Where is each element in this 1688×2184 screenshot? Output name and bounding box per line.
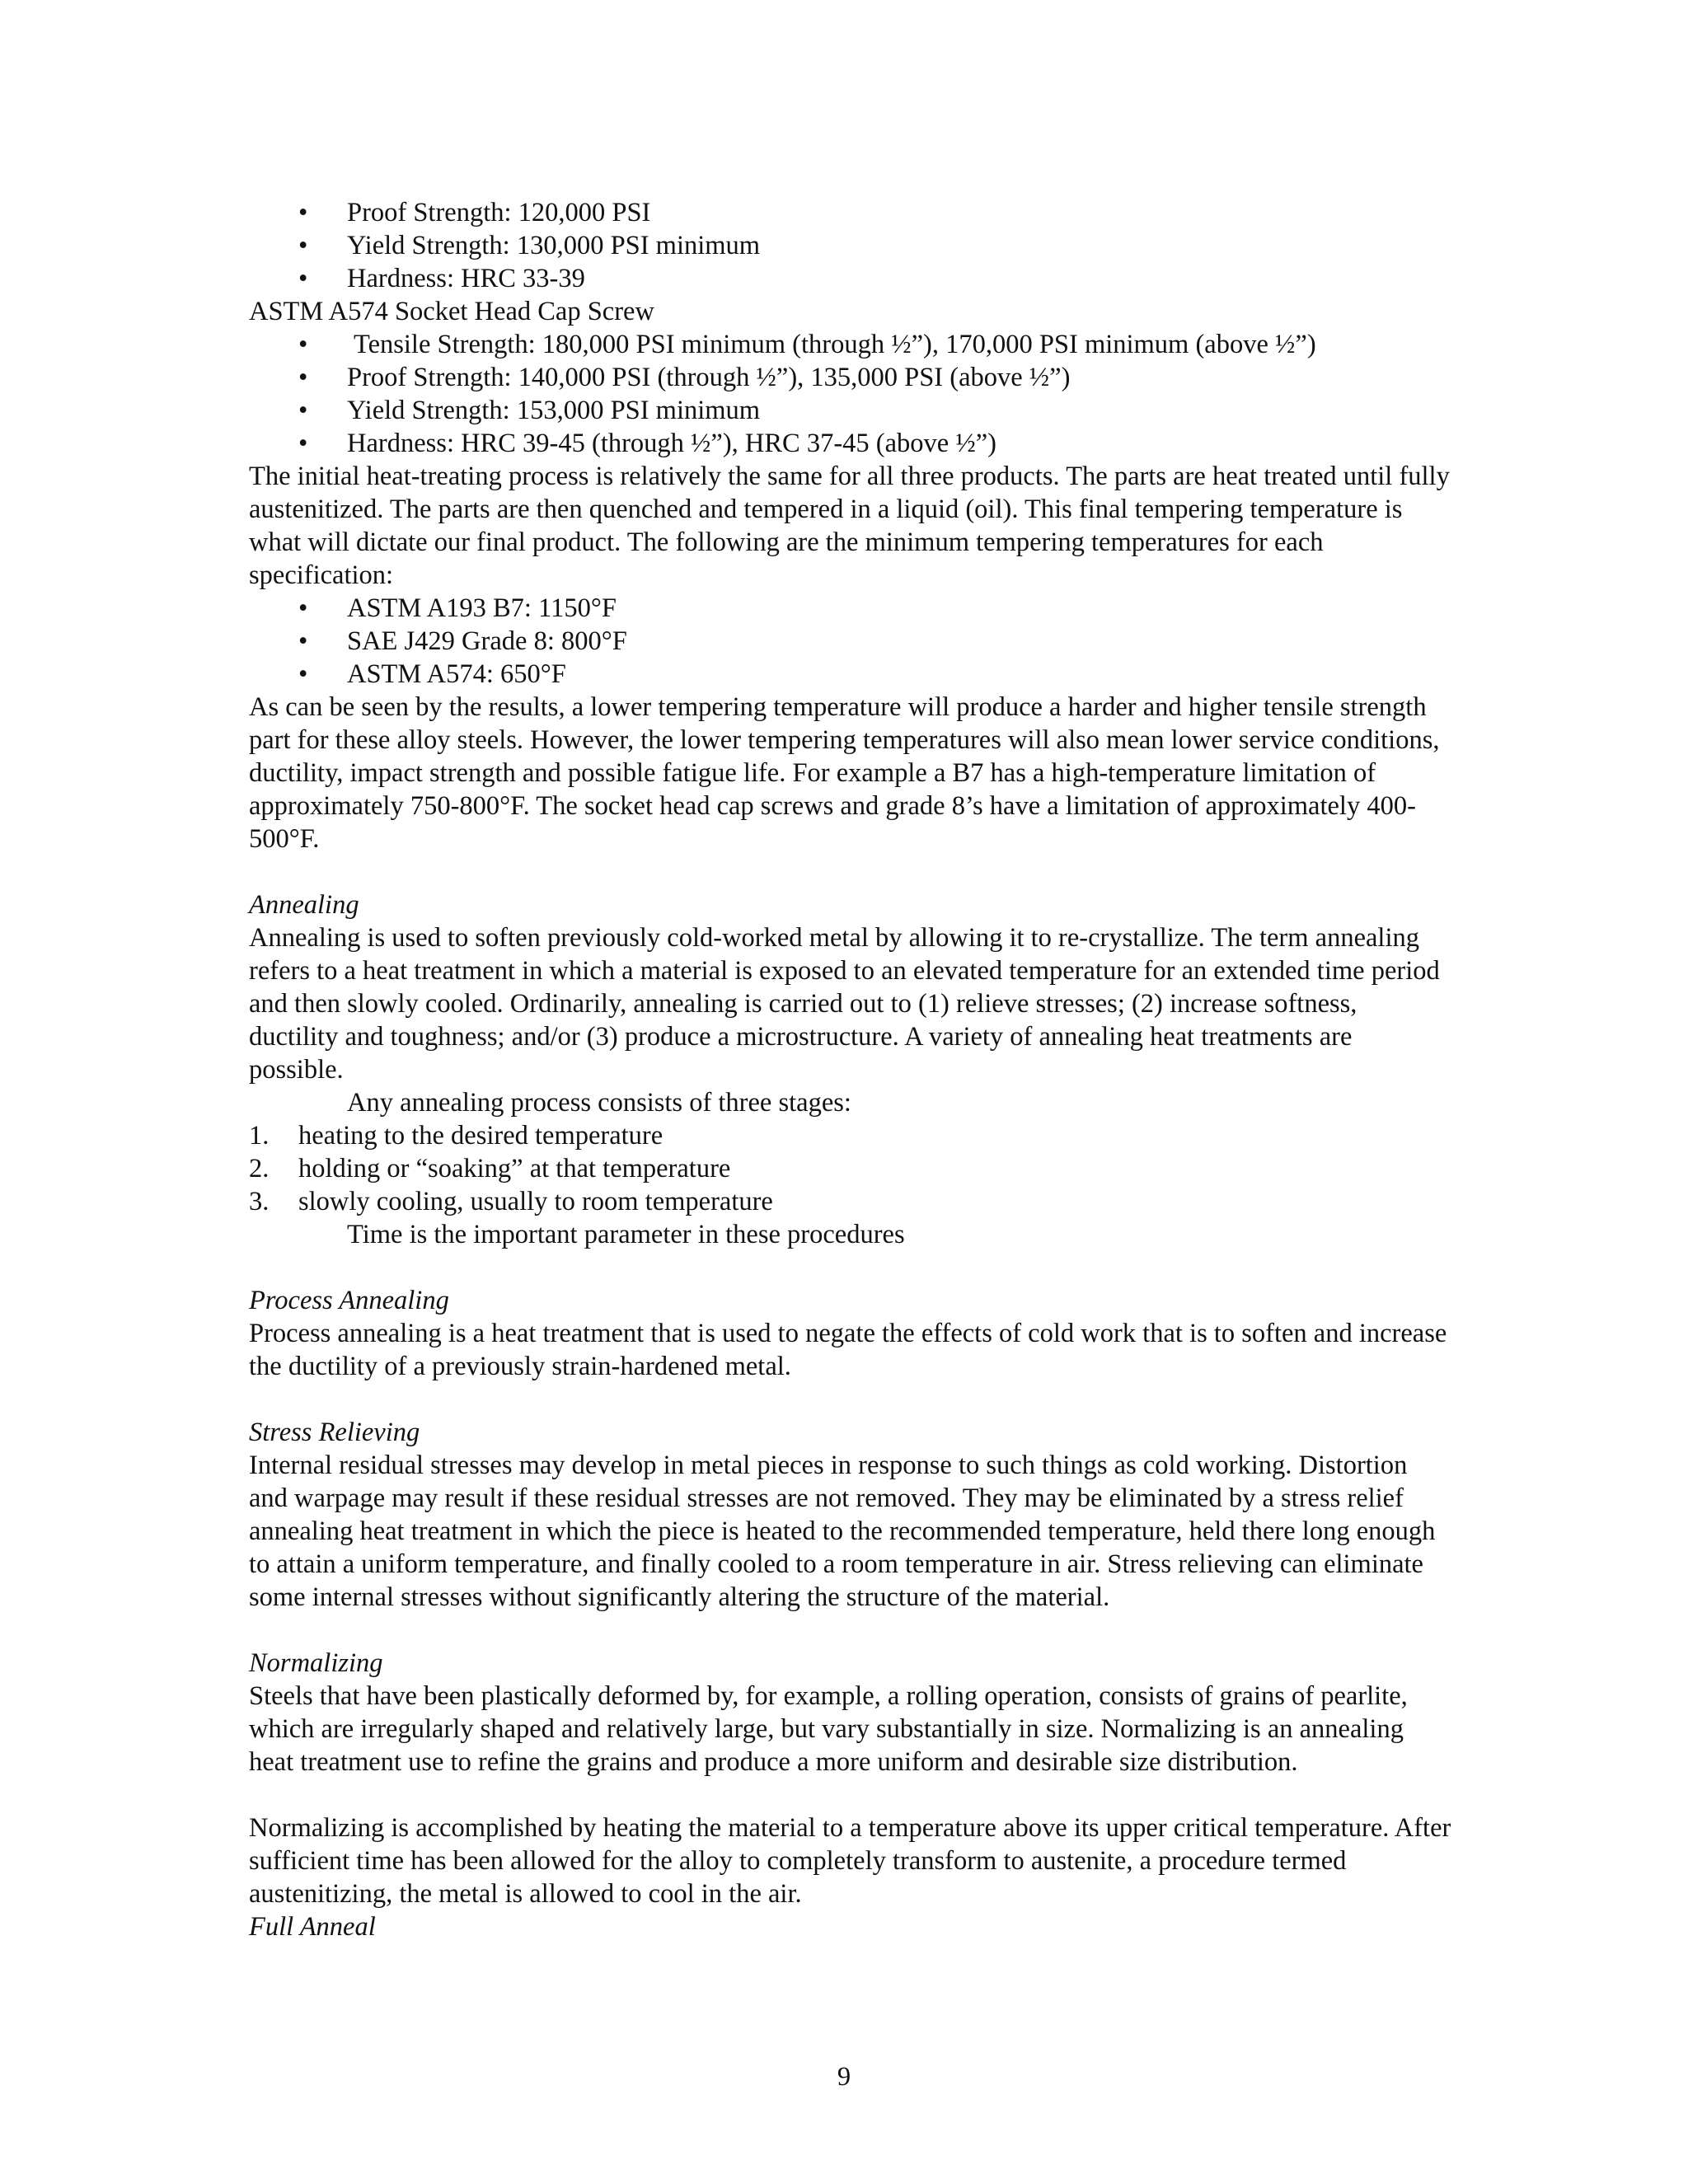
a574-bullet-list bbox=[249, 328, 1452, 460]
page-number: 9 bbox=[837, 2062, 851, 2092]
strength-bullet-list bbox=[249, 196, 1452, 295]
list-text: slowly cooling, usually to room temperature bbox=[298, 1187, 773, 1216]
list-item: • ASTM A574: 650°F bbox=[249, 658, 1452, 691]
list-item: • Hardness: HRC 39-45 (through ½”), HRC 37-45 (above ½”) bbox=[249, 427, 1452, 460]
list-item bbox=[249, 1152, 1452, 1185]
annealing-stages-list bbox=[249, 1119, 1452, 1218]
list-number: 2. bbox=[249, 1154, 270, 1183]
document-page bbox=[249, 196, 1452, 1943]
spacer bbox=[249, 855, 1452, 888]
list-text: holding or “soaking” at that temperature bbox=[298, 1154, 731, 1183]
process-annealing-paragraph: Process annealing is a heat treatment that is used to negate the effects of cold work that is to soften and increase the ductility of a previously strain-hardened metal. bbox=[249, 1319, 1447, 1381]
list-text: heating to the desired temperature bbox=[298, 1121, 663, 1151]
normalizing-paragraph: Steels that have been plastically deformed by, for example, a rolling operation, consists of grains of pearlite, which are irregularly shaped and relatively large, but vary substantially in size. Normalizing is an annealing heat treatment use to refine the grains and produce a more uniform and desirable size distribution. bbox=[249, 1681, 1408, 1777]
annealing-stages-note: Time is the important parameter in these procedures bbox=[347, 1220, 905, 1249]
spacer bbox=[249, 1779, 1452, 1811]
normalizing-paragraph-2: Normalizing is accomplished by heating the material to a temperature above its upper critical temperature. After sufficient time has been allowed for the alloy to completely transform to austenite, a procedure termed austenitizing, the metal is allowed to cool in the air. bbox=[249, 1813, 1451, 1909]
spacer bbox=[249, 1251, 1452, 1284]
list-item: • Proof Strength: 120,000 PSI bbox=[249, 196, 1452, 229]
a574-title: ASTM A574 Socket Head Cap Screw bbox=[249, 297, 654, 326]
normalizing-heading: Normalizing bbox=[249, 1648, 383, 1678]
list-item: • Proof Strength: 140,000 PSI (through ½”), 135,000 PSI (above ½”) bbox=[249, 361, 1452, 394]
list-item bbox=[249, 1185, 1452, 1218]
list-item: • ASTM A193 B7: 1150°F bbox=[249, 592, 1452, 625]
annealing-paragraph: Annealing is used to soften previously cold-worked metal by allowing it to re-crystallize. The term annealing refers to a heat treatment in which a material is exposed to an elevated temperature for an extended time period and then slowly cooled. Ordinarily, annealing is carried out to (1) relieve stresses; (2) increase softness, ductility and toughness; and/or (3) produce a microstructure. A variety of annealing heat treatments are possible. bbox=[249, 923, 1440, 1085]
full-anneal-heading: Full Anneal bbox=[249, 1912, 376, 1942]
list-number: 1. bbox=[249, 1121, 270, 1151]
spacer bbox=[249, 1383, 1452, 1416]
results-paragraph: As can be seen by the results, a lower tempering temperature will produce a harder and higher tensile strength part for these alloy steels. However, the lower tempering temperatures will also mean lower service conditions, ductility, impact strength and possible fatigue life. For example a B7 has a high-temperature limitation of approximately 750-800°F. The socket head cap screws and grade 8’s have a limitation of approximately 400-500°F. bbox=[249, 692, 1440, 854]
list-item bbox=[249, 1119, 1452, 1152]
tempering-bullet-list bbox=[249, 592, 1452, 691]
list-item: • Yield Strength: 153,000 PSI minimum bbox=[249, 394, 1452, 427]
heat-treat-paragraph: The initial heat-treating process is relatively the same for all three products. The parts are heat treated until fully austenitized. The parts are then quenched and tempered in a liquid (oil). This final tempering temperature is what will dictate our final product. The following are the minimum tempering temperatures for each specification: bbox=[249, 462, 1450, 590]
stress-relieving-heading: Stress Relieving bbox=[249, 1418, 420, 1447]
list-item: • SAE J429 Grade 8: 800°F bbox=[249, 625, 1452, 658]
process-annealing-heading: Process Annealing bbox=[249, 1286, 449, 1315]
annealing-heading: Annealing bbox=[249, 890, 359, 920]
annealing-stages-intro: Any annealing process consists of three stages: bbox=[347, 1088, 851, 1118]
list-item: • Hardness: HRC 33-39 bbox=[249, 262, 1452, 295]
stress-relieving-paragraph: Internal residual stresses may develop in metal pieces in response to such things as cold working. Distortion and warpage may result if these residual stresses are not removed. They may be eliminated by a stress relief annealing heat treatment in which the piece is heated to the recommended temperature, held there long enough to attain a uniform temperature, and finally cooled to a room temperature in air. Stress relieving can eliminate some internal stresses without significantly altering the structure of the material. bbox=[249, 1451, 1436, 1612]
list-item: • Yield Strength: 130,000 PSI minimum bbox=[249, 229, 1452, 262]
spacer bbox=[249, 1614, 1452, 1647]
list-number: 3. bbox=[249, 1187, 270, 1216]
list-item: • Tensile Strength: 180,000 PSI minimum (through ½”), 170,000 PSI minimum (above ½”) bbox=[249, 328, 1452, 361]
